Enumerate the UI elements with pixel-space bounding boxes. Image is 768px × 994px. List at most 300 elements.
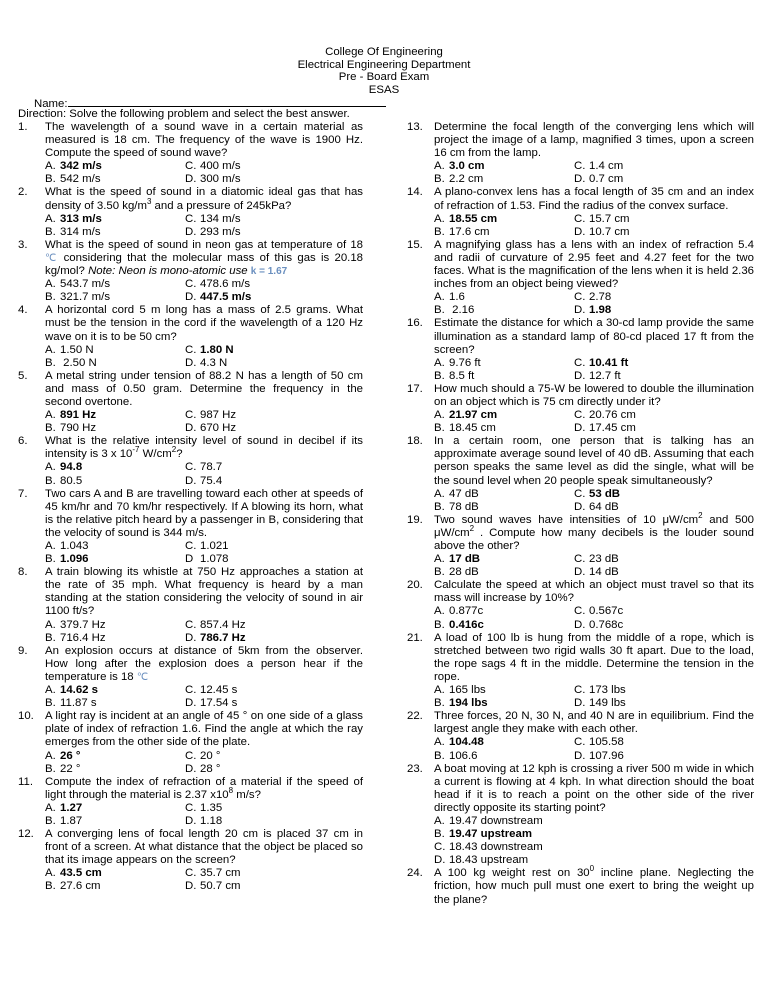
answer-choice[interactable] [574, 409, 754, 422]
choice-text-answer: 1.27 [60, 801, 83, 814]
choice-letter: A. [45, 540, 56, 552]
answer-choice[interactable] [574, 488, 754, 501]
question-item [407, 121, 754, 186]
choice-list [45, 802, 363, 828]
question-number: 20. [407, 579, 423, 592]
question-number: 22. [407, 710, 423, 723]
choice-letter: D [185, 553, 194, 566]
choice-letter: C. [574, 356, 586, 369]
choice-text: 0.877c [449, 605, 484, 618]
question-number: 9. [18, 644, 28, 657]
choice-text: 149 lbs [589, 697, 626, 710]
choice-letter: D. [574, 173, 586, 186]
question-text [45, 435, 363, 461]
answer-choice[interactable] [434, 815, 754, 828]
choice-text: 1.4 cm [589, 160, 624, 173]
choice-letter: B. [45, 631, 56, 644]
question-text [434, 186, 754, 212]
choice-letter: C. [574, 291, 586, 304]
answer-choice[interactable] [574, 619, 754, 632]
answer-choice[interactable] [434, 173, 574, 186]
question-text [434, 239, 754, 291]
choice-list [45, 684, 363, 710]
answer-choice[interactable] [434, 684, 574, 697]
choice-letter: A. [45, 867, 56, 880]
choice-text-answer: 786.7 Hz [200, 631, 246, 644]
left-column [18, 121, 363, 894]
choice-letter: D. [185, 762, 197, 775]
superscript: 0 [589, 864, 595, 874]
question-text-part: What is the relative intensity level of sound in decibel if its intensity is 3 x 10 [45, 435, 363, 461]
department-name: Electrical Engineering Department [297, 58, 471, 71]
question-text-part: A load of 100 lb is hung from the middle of a rope, which is stretched between two rigid walls 30 ft apart. Due to the load, the rope sags 4 ft in the middle. Determine the tension in the rope. [434, 631, 754, 683]
answer-choice[interactable] [434, 828, 754, 841]
choice-letter: D. [434, 854, 446, 867]
choice-list [434, 488, 754, 514]
choice-text: 173 lbs [589, 684, 626, 697]
question-text-part: incline plane. Neglecting the friction, how much pull must one exert to bring the weight up the plane? [434, 867, 754, 906]
question-text [45, 828, 363, 867]
answer-choice[interactable] [434, 488, 574, 501]
question-text-part: Two cars A and B are travelling toward each other at speeds of 45 km/hr and 70 km/hr respectively. If A blowing its horn, what is the relative pitch heard by a passenger in B, considering that the velocity of sound is 344 m/s. [45, 487, 363, 539]
answer-choice[interactable] [45, 357, 185, 370]
answer-choice[interactable] [185, 461, 363, 474]
answer-choice[interactable] [574, 291, 754, 304]
choice-letter: B. [434, 697, 445, 710]
answer-choice[interactable] [45, 553, 185, 566]
choice-text: 35.7 cm [200, 867, 241, 880]
choice-letter: B. [434, 749, 445, 762]
answer-choice[interactable] [574, 605, 754, 618]
answer-choice[interactable] [574, 750, 754, 763]
superscript: 2 [171, 445, 177, 455]
right-column [407, 121, 754, 907]
answer-choice[interactable] [185, 867, 363, 880]
choice-letter: D. [185, 356, 197, 369]
answer-choice[interactable] [574, 553, 754, 566]
choice-text: 857.4 Hz [200, 618, 246, 631]
choice-letter: D. [185, 291, 197, 304]
answer-choice[interactable] [185, 213, 363, 226]
choice-letter: C. [185, 343, 197, 356]
choice-letter: D. [185, 173, 197, 186]
choice-text-answer: 19.47 upstream [449, 828, 532, 841]
answer-choice[interactable] [45, 409, 185, 422]
answer-choice[interactable] [45, 461, 185, 474]
choice-text: 1.043 [60, 540, 89, 552]
answer-choice[interactable] [574, 684, 754, 697]
choice-letter: A. [434, 605, 445, 618]
choice-text: 22 ° [60, 762, 81, 775]
question-number: 5. [18, 369, 28, 382]
choice-list [45, 344, 363, 370]
choice-letter: A. [45, 343, 56, 356]
name-label: Name: [34, 98, 68, 110]
answer-choice[interactable] [434, 422, 574, 435]
formula-image: k = 1.67 [250, 266, 288, 278]
answer-choice[interactable] [45, 422, 185, 435]
question-note: Note: Neon is mono-atomic use [88, 265, 251, 278]
question-item [18, 710, 363, 775]
answer-choice[interactable] [45, 815, 185, 828]
question-text-part: An explosion occurs at distance of 5km from the observer. How long after the explosion does a person hear if the temperature is 18 [45, 644, 363, 683]
answer-choice[interactable] [574, 160, 754, 173]
choice-letter: B. [45, 225, 56, 238]
answer-choice[interactable] [185, 553, 363, 566]
choice-text: 0.768c [589, 618, 624, 631]
choice-text: 543.7 m/s [60, 278, 111, 291]
question-text-part: Two sound waves have intensities of 10 μW/cm [434, 513, 699, 526]
question-number: 19. [407, 513, 423, 526]
choice-text: 2.50 N [60, 356, 97, 369]
answer-choice[interactable] [45, 173, 185, 186]
question-text-part: A train blowing its whistle at 750 Hz approaches a station at the rate of 35 mph. What frequency is heard by a man standing at the station considering the velocity of sound in air 1100 ft/s? [45, 566, 363, 618]
answer-choice[interactable] [45, 880, 185, 893]
question-text-part: Three forces, 20 N, 30 N, and 40 N are in equilibrium. Find the largest angle they make with each other. [434, 710, 754, 736]
choice-text: 987 Hz [200, 409, 237, 422]
choice-letter: B. [434, 566, 445, 579]
choice-letter: B. [434, 369, 445, 382]
choice-letter: D. [574, 697, 586, 710]
answer-choice[interactable] [45, 632, 185, 645]
choice-letter: B. [45, 880, 56, 893]
answer-choice[interactable] [185, 357, 363, 370]
question-text [45, 776, 363, 802]
choice-letter: C. [574, 684, 586, 697]
answer-choice[interactable] [185, 697, 363, 710]
name-blank-line[interactable] [68, 96, 386, 107]
choice-letter: B. [45, 697, 56, 710]
choice-text-answer: 447.5 m/s [200, 291, 252, 304]
choice-letter: B. [45, 173, 56, 186]
answer-choice[interactable] [574, 226, 754, 239]
answer-choice[interactable] [434, 357, 574, 370]
question-text-part: m/s? [233, 788, 261, 801]
answer-choice[interactable] [434, 160, 574, 173]
answer-choice[interactable] [45, 867, 185, 880]
answer-choice[interactable] [45, 684, 185, 697]
answer-choice[interactable] [434, 291, 574, 304]
question-item [407, 186, 754, 238]
question-number: 8. [18, 566, 28, 579]
choice-text: 14 dB [589, 566, 619, 579]
answer-choice[interactable] [434, 697, 574, 710]
answer-choice[interactable] [434, 370, 574, 383]
choice-letter: A. [45, 801, 56, 814]
choice-letter: A. [45, 409, 56, 422]
answer-choice[interactable] [45, 697, 185, 710]
choice-letter: D. [185, 814, 197, 827]
answer-choice[interactable] [45, 344, 185, 357]
question-item [407, 632, 754, 711]
answer-choice[interactable] [434, 501, 574, 514]
answer-choice[interactable] [574, 213, 754, 226]
answer-choice[interactable] [185, 540, 363, 553]
answer-choice[interactable] [434, 304, 574, 317]
question-text-part: A light ray is incident at an angle of 45 ° on one side of a glass plate of index of refraction 1.6. Find the angle at which the ray emerges from the other side of the plate. [45, 710, 363, 749]
question-item [407, 317, 754, 382]
choice-text: 1.18 [200, 814, 223, 827]
choice-letter: C. [185, 409, 197, 422]
choice-letter: D. [574, 566, 586, 579]
answer-choice[interactable] [185, 226, 363, 239]
choice-text: 105.58 [589, 736, 624, 749]
answer-choice[interactable] [45, 213, 185, 226]
answer-choice[interactable] [185, 475, 363, 488]
answer-choice[interactable] [185, 278, 363, 291]
question-item [407, 763, 754, 868]
question-text-part: . Compute how many decibels is the louder sound above the other? [434, 526, 754, 552]
answer-choice[interactable] [434, 566, 574, 579]
answer-choice[interactable] [45, 291, 185, 304]
question-text-part: What is the speed of sound in a diatomic ideal gas that has density of 3.50 kg/m [45, 186, 363, 212]
directions: Direction: Solve the following problem and select the best answer. [18, 108, 350, 120]
answer-choice[interactable] [185, 802, 363, 815]
choice-letter: D. [574, 749, 586, 762]
choice-letter: D. [574, 422, 586, 435]
choice-letter: D. [574, 369, 586, 382]
choice-list [434, 736, 754, 762]
choice-text: 300 m/s [200, 173, 241, 186]
choice-letter: B. [45, 553, 56, 566]
answer-choice[interactable] [185, 409, 363, 422]
choice-text: 19.47 downstream [449, 814, 543, 827]
question-item [18, 304, 363, 369]
choice-letter: B. [434, 173, 445, 186]
choice-list [434, 160, 754, 186]
choice-letter: C. [185, 749, 197, 762]
answer-choice[interactable] [434, 619, 574, 632]
choice-letter: B. [45, 814, 56, 827]
choice-text: 321.7 m/s [60, 291, 111, 304]
answer-choice[interactable] [574, 357, 754, 370]
answer-choice[interactable] [574, 697, 754, 710]
question-number: 4. [18, 304, 28, 317]
choice-text-answer: 194 lbs [449, 697, 488, 710]
choice-text-answer: 10.41 ft [589, 356, 629, 369]
question-text-part: What is the speed of sound in neon gas at temperature of 18 [45, 238, 363, 251]
question-text-part: A magnifying glass has a lens with an index of refraction 5.4 and radii of curvature of 2.95 feet and 4.27 feet for the two faces. What is the magnification of the lens when it is held 2.36 inches from an object being viewed? [434, 238, 754, 291]
question-number: 18. [407, 435, 423, 448]
question-text-part: A plano-convex lens has a focal length of 35 cm and an index of refraction of 1.53. Find the radius of the convex surface. [434, 186, 754, 212]
degree-celsius-symbol: ℃ [136, 671, 149, 683]
answer-choice[interactable] [434, 841, 754, 854]
choice-letter: A. [45, 461, 56, 474]
answer-choice[interactable] [574, 566, 754, 579]
question-text [434, 511, 754, 553]
choice-letter: D. [185, 474, 197, 487]
answer-choice[interactable] [185, 422, 363, 435]
choice-letter: C. [574, 160, 586, 173]
question-item [18, 121, 363, 186]
choice-text: 80.5 [60, 474, 83, 487]
choice-letter: C. [185, 160, 197, 173]
question-number: 14. [407, 186, 423, 199]
choice-letter: A. [434, 160, 445, 173]
answer-choice[interactable] [574, 422, 754, 435]
choice-text: 28 ° [200, 762, 221, 775]
choice-text: 670 Hz [200, 422, 237, 435]
choice-list [45, 867, 363, 893]
answer-choice[interactable] [574, 304, 754, 317]
answer-choice[interactable] [434, 605, 574, 618]
choice-text-answer: 14.62 s [60, 684, 99, 697]
answer-choice[interactable] [434, 409, 574, 422]
choice-letter: A. [434, 736, 445, 749]
choice-text: 18.45 cm [449, 422, 496, 435]
answer-choice[interactable] [45, 763, 185, 776]
answer-choice[interactable] [185, 160, 363, 173]
answer-choice[interactable] [185, 815, 363, 828]
question-text-part: A boat moving at 12 kph is crossing a river 500 m wide in which a current is flowing at 4 kph. In what direction should the boat head if it is to reach a point on the other side of the river directly opposite its starting point? [434, 762, 754, 814]
question-text [434, 763, 754, 815]
answer-choice[interactable] [185, 291, 363, 304]
answer-choice[interactable] [45, 540, 185, 553]
choice-letter: B. [45, 762, 56, 775]
choice-list [434, 291, 754, 317]
choice-letter: C. [185, 801, 197, 814]
question-text [434, 317, 754, 356]
question-text [434, 864, 754, 906]
choice-text-answer: 342 m/s [60, 160, 102, 173]
choice-letter: D. [185, 225, 197, 238]
answer-choice[interactable] [185, 880, 363, 893]
choice-letter: A. [434, 684, 445, 697]
question-item [18, 370, 363, 435]
answer-choice[interactable] [45, 802, 185, 815]
choice-list [434, 605, 754, 631]
choice-letter: C. [185, 867, 197, 880]
choice-list [45, 461, 363, 487]
choice-text: 17.54 s [200, 697, 238, 710]
choice-text: 1.35 [200, 801, 223, 814]
question-number: 6. [18, 435, 28, 448]
answer-choice[interactable] [434, 736, 574, 749]
answer-choice[interactable] [574, 370, 754, 383]
question-text [45, 304, 363, 343]
answer-choice[interactable] [434, 553, 574, 566]
choice-text: 50.7 cm [200, 880, 241, 893]
choice-letter: C. [574, 487, 586, 500]
question-number: 23. [407, 762, 423, 775]
choice-text: 20 ° [200, 749, 221, 762]
answer-choice[interactable] [45, 160, 185, 173]
question-item [18, 566, 363, 645]
choice-list [434, 815, 754, 867]
question-item [18, 828, 363, 893]
choice-text-answer: 1.80 N [200, 343, 234, 356]
question-number: 16. [407, 317, 423, 330]
question-item [407, 710, 754, 762]
choice-text: 17.6 cm [449, 225, 490, 238]
question-number: 7. [18, 487, 28, 500]
choice-list [45, 619, 363, 645]
answer-choice[interactable] [434, 213, 574, 226]
choice-letter: C. [185, 461, 197, 474]
question-number: 12. [18, 828, 34, 841]
answer-choice[interactable] [45, 619, 185, 632]
exam-title: Pre - Board Exam [338, 71, 430, 84]
answer-choice[interactable] [185, 173, 363, 186]
choice-letter: A. [45, 160, 56, 173]
answer-choice[interactable] [185, 684, 363, 697]
question-text [434, 632, 754, 684]
answer-choice[interactable] [574, 501, 754, 514]
choice-text: 78.7 [200, 461, 223, 474]
answer-choice[interactable] [574, 173, 754, 186]
choice-letter: A. [45, 684, 56, 697]
question-text-part: The wavelength of a sound wave in a certain material as measured is 18 cm. The frequency of the wave is 1900 Hz. Compute the speed of sound wave? [45, 121, 363, 160]
choice-text: 2.2 cm [449, 173, 484, 186]
choice-list [434, 553, 754, 579]
choice-text: 1.021 [200, 540, 229, 552]
question-number: 15. [407, 238, 423, 251]
choice-text: 64 dB [589, 500, 619, 513]
answer-choice[interactable] [185, 344, 363, 357]
choice-letter: C. [185, 684, 197, 697]
choice-text-answer: 18.55 cm [449, 212, 498, 225]
choice-letter: C. [185, 618, 197, 631]
answer-choice[interactable] [434, 750, 574, 763]
answer-choice[interactable] [45, 226, 185, 239]
answer-choice[interactable] [45, 278, 185, 291]
answer-choice[interactable] [45, 750, 185, 763]
question-text-part: considering that the molecular mass of this gas is 20.18 kg/mol? [45, 251, 364, 278]
question-item [18, 186, 363, 238]
choice-text: 1.078 [200, 553, 229, 566]
choice-text-answer: 0.416c [449, 618, 484, 631]
question-text [434, 121, 754, 160]
answer-choice[interactable] [185, 619, 363, 632]
question-item [18, 239, 363, 304]
answer-choice[interactable] [185, 763, 363, 776]
choice-text-answer: 891 Hz [60, 409, 97, 422]
answer-choice[interactable] [574, 736, 754, 749]
choice-list [434, 684, 754, 710]
choice-text: 12.45 s [200, 684, 238, 697]
answer-choice[interactable] [185, 632, 363, 645]
question-number: 3. [18, 238, 28, 251]
answer-choice[interactable] [434, 226, 574, 239]
question-text [45, 488, 363, 540]
choice-letter: C. [434, 841, 446, 854]
question-text-part: and 500 μW/cm [434, 513, 754, 539]
choice-text: 28 dB [449, 566, 479, 579]
choice-text: 0.567c [589, 605, 624, 618]
answer-choice[interactable] [45, 475, 185, 488]
choice-list [434, 409, 754, 435]
choice-letter: D. [185, 880, 197, 893]
choice-text: 400 m/s [200, 160, 241, 173]
choice-letter: B. [45, 422, 56, 435]
choice-text: 134 m/s [200, 212, 241, 225]
choice-letter: A. [434, 814, 445, 827]
question-item [18, 488, 363, 567]
choice-text: 18.43 downstream [449, 841, 543, 854]
question-text [45, 370, 363, 409]
question-text-part: and a pressure of 245kPa? [151, 199, 292, 212]
choice-letter: B. [45, 356, 56, 369]
question-item [18, 435, 363, 487]
choice-text: 23 dB [589, 553, 619, 566]
superscript: 8 [228, 785, 234, 795]
choice-letter: B. [434, 828, 445, 841]
question-text-part: How much should a 75-W be lowered to double the illumination on an object which is 75 cm directly under it? [434, 382, 754, 408]
question-number: 17. [407, 382, 423, 395]
degree-celsius-symbol: ℃ [45, 252, 59, 264]
answer-choice[interactable] [185, 750, 363, 763]
choice-letter: B. [45, 474, 56, 487]
